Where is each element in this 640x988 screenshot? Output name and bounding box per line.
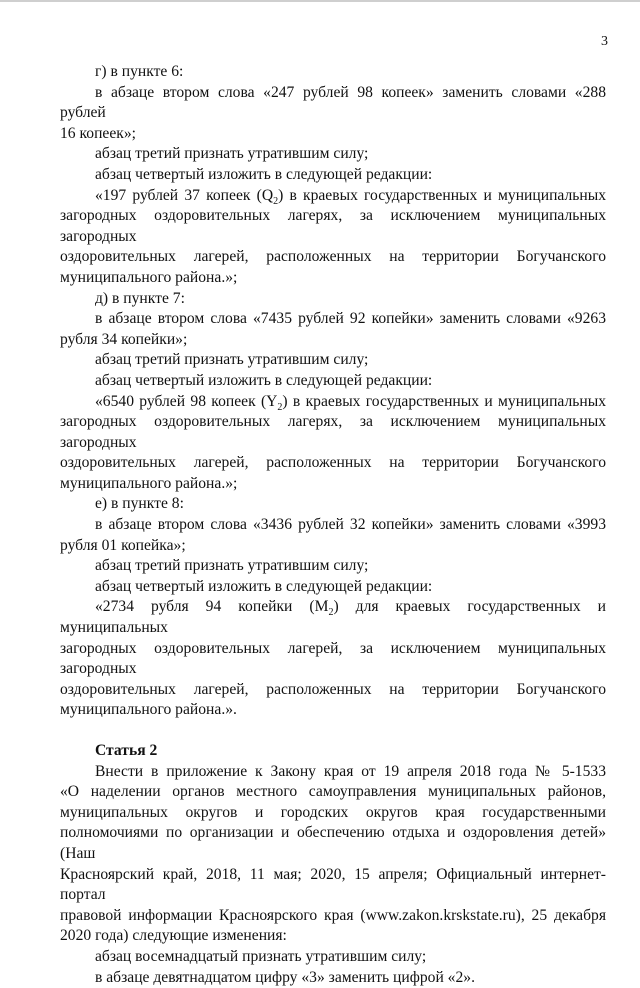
paragraph-line: абзац четвертый изложить в следующей редакции:	[95, 165, 433, 183]
quote-text: ) для краевых государственных и муниципальных	[60, 598, 607, 637]
change-item: в абзаце девятнадцатом цифру «3» заменить цифрой «2».	[95, 968, 475, 986]
subitem-d-heading: д) в пункте 7:	[95, 289, 185, 307]
subitem-g-heading: г) в пункте 6:	[95, 63, 184, 80]
paragraph-line: в абзаце втором слова «3436 рублей 32 копейки» заменить словами «3993	[95, 516, 606, 534]
quote-line	[60, 186, 606, 207]
change-item: абзац восемнадцатый признать утратившим силу;	[95, 947, 427, 965]
quote-line: муниципального района.»;	[60, 474, 238, 492]
quote-line: муниципального района.»;	[60, 268, 238, 286]
quote-line	[60, 597, 606, 638]
paragraph-line: полномочиями по организации и обеспечению отдыха и оздоровления детей» (Наш	[60, 824, 606, 862]
paragraph-line: в абзаце втором слова «247 рублей 98 копеек» заменить словами «288 рублей	[60, 83, 606, 122]
subscript: 2	[277, 401, 283, 413]
scan-edge	[0, 0, 640, 2]
paragraph-line: абзац четвертый изложить в следующей редакции:	[95, 577, 433, 595]
paragraph-line: абзац третий признать утратившим силу;	[95, 145, 369, 163]
article-2-heading: Статья 2	[95, 742, 158, 759]
quote-text: ) в краевых государственных и муниципальных	[278, 186, 606, 204]
quote-text: ) в краевых государственных и муниципальных	[282, 392, 606, 410]
quote-text: «197 рублей 37 копеек (Q	[95, 186, 274, 204]
paragraph-line: 2020 года) следующие изменения:	[60, 927, 287, 945]
paragraph-line: муниципальных округов и городских округов края государственными	[60, 803, 606, 821]
quote-line: загородных оздоровительных лагерях, за исключением муниципальных загородных	[60, 207, 606, 245]
paragraph-line: правовой информации Красноярского края (www.zakon.krskstate.ru), 25 декабря	[60, 906, 606, 924]
subscript: 2	[273, 195, 279, 207]
quote-text: «2734 рубля 94 копейки (M	[95, 598, 329, 616]
paragraph-line: Внести в приложение к Закону края от 19 апреля 2018 года № 5-1533	[95, 762, 606, 780]
quote-line: загородных оздоровительных лагерей, за исключением муниципальных загородных	[60, 639, 606, 678]
quote-text: «6540 рублей 98 копеек (Y	[95, 392, 278, 410]
paragraph-line: Красноярский край, 2018, 11 мая; 2020, 15 апреля; Официальный интернет-портал	[60, 865, 606, 904]
quote-line: загородных оздоровительных лагерях, за исключением муниципальных загородных	[60, 413, 606, 451]
quote-line: оздоровительных лагерей, расположенных на территории Богучанского	[60, 454, 606, 472]
paragraph-line: рубля 34 копейки»;	[60, 330, 188, 348]
page-number: 3	[601, 34, 608, 49]
quote-line: оздоровительных лагерей, расположенных на территории Богучанского	[60, 248, 606, 266]
quote-line: муниципального района.».	[60, 701, 237, 719]
paragraph-line: рубля 01 копейка»;	[60, 536, 186, 554]
document-body	[60, 62, 606, 988]
quote-line	[60, 392, 606, 413]
quote-line: оздоровительных лагерей, расположенных на территории Богучанского	[60, 680, 606, 698]
subitem-e-heading: е) в пункте 8:	[95, 495, 184, 513]
paragraph-line: абзац четвертый изложить в следующей редакции:	[95, 371, 433, 389]
paragraph-line: абзац третий признать утратившим силу;	[95, 351, 369, 369]
paragraph-line: абзац третий признать утратившим силу;	[95, 557, 369, 575]
subscript: 2	[328, 607, 334, 619]
paragraph-line: в абзаце втором слова «7435 рублей 92 копейки» заменить словами «9263	[95, 310, 606, 328]
paragraph-line: 16 копеек»;	[60, 124, 136, 142]
paragraph-line: «О наделении органов местного самоуправления муниципальных районов,	[60, 783, 606, 801]
